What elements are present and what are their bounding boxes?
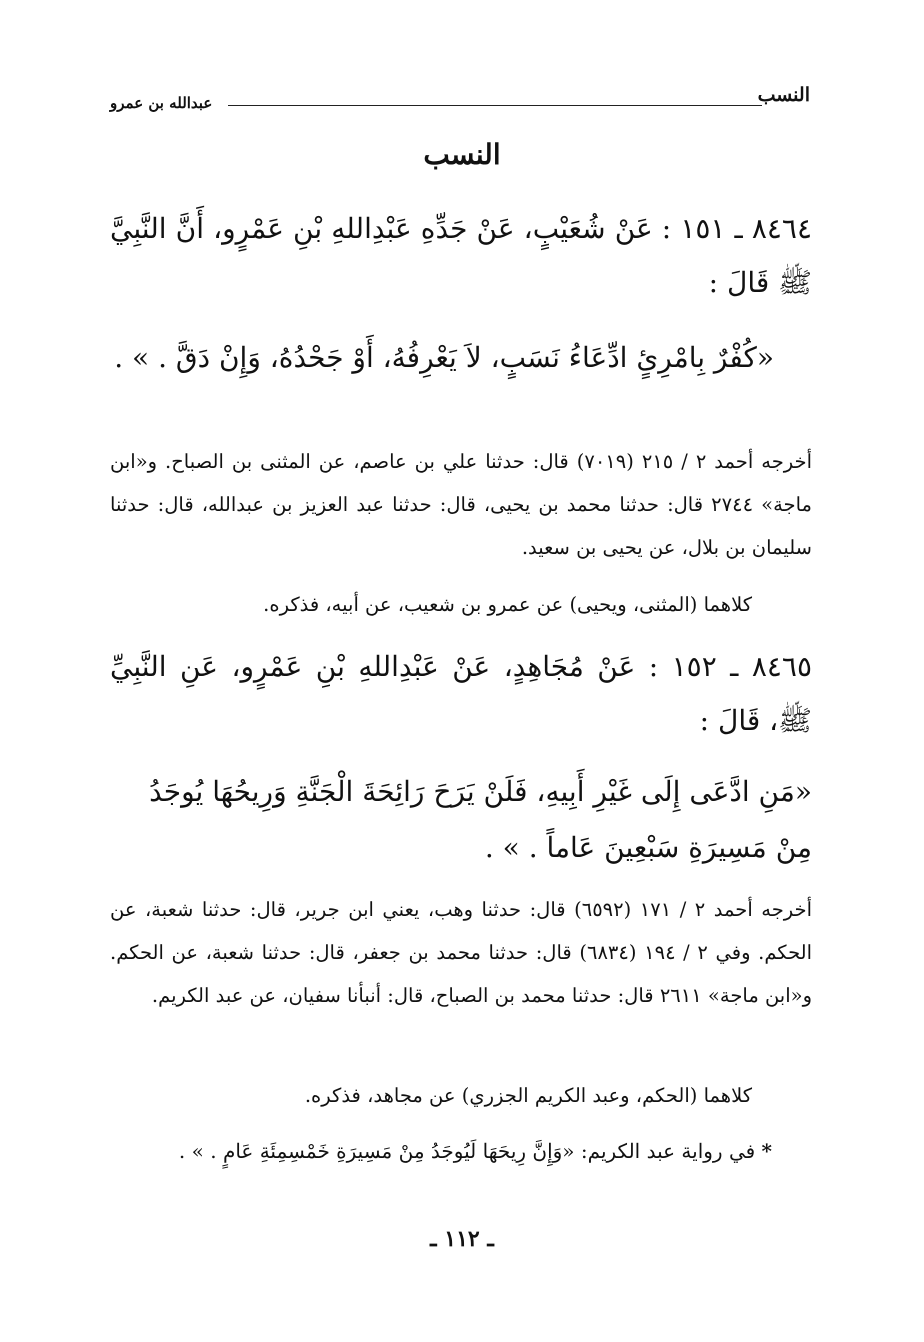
hadith-8464-isnad: ٨٤٦٤ ـ ١٥١ : عَنْ شُعَيْبٍ، عَنْ جَدِّهِ عَبْدِاللهِ بْنِ عَمْرٍو، أَنَّ النَّبِيَّ ﷺ قَالَ : <box>110 212 812 299</box>
hadith-8465-variant-note <box>110 1130 812 1173</box>
header-divider <box>228 105 762 106</box>
variant-note-text: في رواية عبد الكريم: «وَإِنَّ رِيحَهَا لَيُوجَدُ مِنْ مَسِيرَةِ خَمْسِمِئَةِ عَامٍ . » . <box>178 1139 756 1163</box>
hadith-8465-isnad: ٨٤٦٥ ـ ١٥٢ : عَنْ مُجَاهِدٍ، عَنْ عَبْدِاللهِ بْنِ عَمْرٍو، عَنِ النَّبِيِّ ﷺ، قَالَ : <box>110 650 812 737</box>
hadith-8465-summary: كلاهما (الحكم، وعبد الكريم الجزري) عن مجاهد، فذكره. <box>304 1084 752 1107</box>
hadith-8464-matn: «كُفْرٌ بِامْرِئٍ ادِّعَاءُ نَسَبٍ، لاَ يَعْرِفُهُ، أَوْ جَحْدُهُ، وَإِنْ دَقَّ . » . <box>114 341 774 374</box>
footnote-marker: * <box>761 1139 772 1163</box>
hadith-8464-takhrij: أخرجه أحمد ٢ / ٢١٥ (٧٠١٩) قال: حدثنا علي بن عاصم، عن المثنى بن الصباح. و«ابن ماجة» ٢٧٤٤ قال: حدثنا محمد بن يحيى، قال: حدثنا عبد العزيز بن عبدالله، قال: حدثنا سليمان بن بلال، عن يحيى بن سعيد. <box>110 450 812 559</box>
chapter-title: النسب <box>423 138 501 171</box>
hadith-8465-takhrij: أخرجه أحمد ٢ / ١٧١ (٦٥٩٢) قال: حدثنا وهب، يعني ابن جرير، قال: حدثنا شعبة، عن الحكم. وفي ٢ / ١٩٤ (٦٨٣٤) قال: حدثنا محمد بن جعفر، قال: حدثنا شعبة، عن الحكم. و«ابن ماجة» ٢٦١١ قال: حدثنا محمد بن الصباح، قال: أنبأنا سفيان، عن عبد الكريم. <box>110 898 813 1007</box>
page-number: ـ ١١٢ ـ <box>430 1226 494 1252</box>
header-running-title: عبدالله بن عمرو <box>110 94 213 112</box>
running-header <box>110 84 810 114</box>
header-chapter: النسب <box>757 84 810 106</box>
hadith-8465-matn: «مَنِ ادَّعَى إِلَى غَيْرِ أَبِيهِ، فَلَنْ يَرَحَ رَائِحَةَ الْجَنَّةِ وَرِيحُهَا يُوجَدُ مِنْ مَسِيرَةِ سَبْعِينَ عَاماً . » . <box>149 775 812 864</box>
hadith-8464-summary: كلاهما (المثنى، ويحيى) عن عمرو بن شعيب، عن أبيه، فذكره. <box>263 593 752 616</box>
